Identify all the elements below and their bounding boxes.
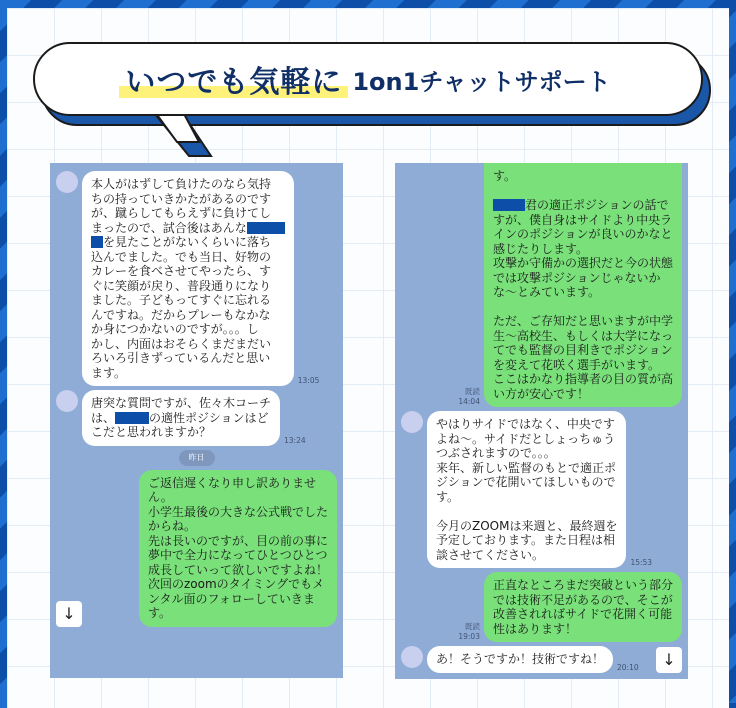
avatar <box>401 411 423 433</box>
date-separator: 昨日 <box>179 450 215 466</box>
timestamp: 20:10 <box>617 662 639 672</box>
received-message: 本人がはずして負けたのなら気持 ちの持っていきかたがあるのです が、蹴らしてもらえずに負けてし まったので、試合後はあんな を見たことがないくらいに落ち 込んでました。でも当日、好物の カレーを食べさせてやったら、す ぐに笑顔が戻り、普段通りになり ました。子どもってすぐに忘れる んですね。だからプレーもなかな か身につかないのですが。。。し かし、内面はおそらくまだまだい ろいろ引きずっているんだと思い ます。 <box>82 171 294 386</box>
avatar <box>56 390 78 412</box>
redacted-block <box>115 412 149 424</box>
speech-bubble-tail <box>125 112 235 162</box>
timestamp: 13:05 <box>297 376 320 385</box>
avatar <box>401 646 423 668</box>
arrow-down-icon[interactable]: ↓ <box>56 601 82 627</box>
chat-screenshot-right <box>395 163 688 679</box>
headline-banner <box>33 42 703 116</box>
redacted-block <box>493 199 525 211</box>
timestamp: 15:53 <box>630 558 653 567</box>
read-receipt: 既読 14:04 <box>458 387 480 406</box>
headline-subtitle: 1on1チャットサポート <box>352 67 611 96</box>
sent-message: ご返信遅くなり申し訳ありませ ん。 小学生最後の大きな公式戦でした からね。 先は長いのですが、目の前の事に 夢中で全力になってひとつひとつ 成長していって欲しいですよね！ 次回のzoomのタイミングでもメ ンタル面のフォローしていきま す。 <box>139 470 337 627</box>
read-receipt: 既読 19:03 <box>458 622 480 641</box>
redacted-block <box>247 222 285 234</box>
redacted-block <box>91 236 103 248</box>
arrow-down-icon[interactable]: ↓ <box>656 647 682 673</box>
timestamp: 13:24 <box>284 435 306 445</box>
avatar <box>56 171 78 193</box>
sent-message: 正直なところまだ突破という部分 では技術不足があるので、そこが 改善されればサイドで花開く可能 性はあります！ <box>484 572 682 642</box>
sent-message: す。 君の適正ポジションの話で すが、僕自身はサイドより中央ラ インのポジションが良いのかなと 感じたりします。 攻撃か守備かの選択だと今の状態 では攻撃ポジションじゃないか な〜とみています。 ただ、ご存知だと思いますが中学 生〜高校生、もしくは大学になっ てでも監督の目利きでポジション を変えて花咲く選手がいます。 ここはかなり指導者の目の質が高 い方が安心です！ <box>484 163 682 407</box>
received-message: やはりサイドではなく、中央です よね〜。サイドだとしょっちゅう つぶされますので。。。 来年、新しい監督のもとで適正ポ ジションで花開いてほしいもので す。 今月のZOOMは来週と、最終週を 予定しております。また日程は相 談させてください。 <box>427 411 626 568</box>
chat-screenshot-left <box>50 163 343 678</box>
received-message: 唐突な質問ですが、佐々木コーチ は、 の適性ポジションはど こだと思われますか？ <box>82 390 280 446</box>
received-message: あ！そうですか！技術ですね！ <box>427 646 613 673</box>
headline-highlight: いつでも気軽に <box>125 65 343 100</box>
